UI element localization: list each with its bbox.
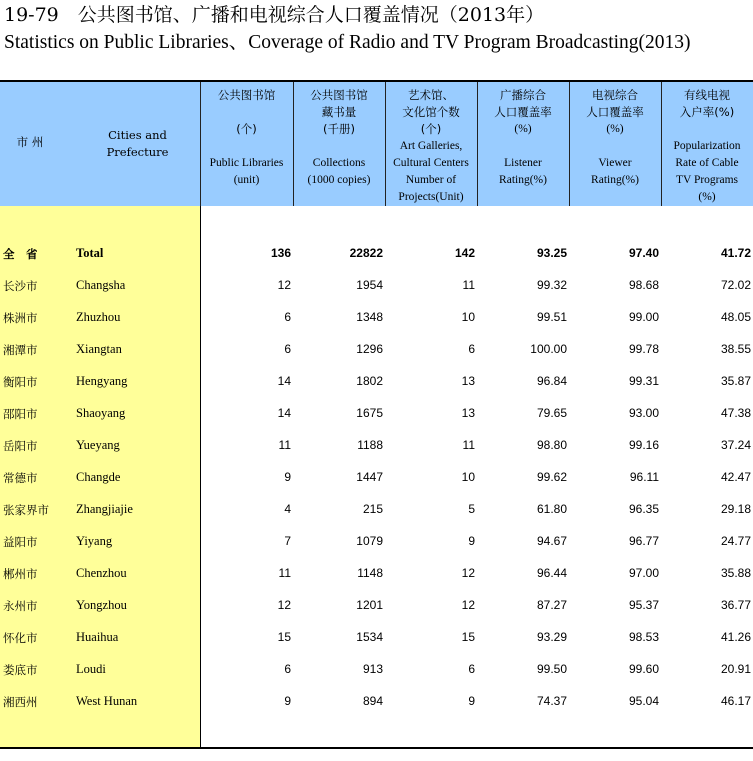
cell-value: 1447 [356, 470, 383, 484]
cell-value: 96.35 [628, 502, 659, 516]
page-title-english: Statistics on Public Libraries、Coverage of Radio and TV Program Broadcasting(2013) [4, 32, 691, 53]
header-col-line: Public Libraries [209, 157, 284, 169]
cell-value: 99.60 [628, 662, 659, 676]
city-name-cn: 郴州市 [3, 567, 38, 581]
cell-value: 38.55 [720, 342, 751, 356]
cell-value: 94.67 [536, 534, 567, 548]
header-col-line: (个) [420, 122, 442, 136]
header-col-line: (unit) [233, 174, 260, 186]
cell-value: 12 [461, 598, 475, 612]
header-col-line [569, 138, 661, 155]
header-col-line: 入户率(%) [679, 105, 735, 119]
cell-value: 99.00 [628, 310, 659, 324]
cell-value: 215 [362, 502, 383, 516]
city-name-cn: 娄底市 [3, 663, 38, 677]
header-col-line: Popularization [673, 140, 741, 152]
header-col-line: (%) [698, 191, 716, 203]
cell-value: 95.37 [628, 598, 659, 612]
header-col-line: Art Galleries, [399, 140, 463, 152]
cell-value: 36.77 [720, 598, 751, 612]
cell-value: 37.24 [720, 438, 751, 452]
header-col-line [293, 138, 385, 155]
header-col-line: Rate of Cable [675, 157, 739, 169]
table-row [0, 462, 753, 494]
cell-value: 13 [461, 406, 475, 420]
city-name-en: Total [76, 246, 104, 260]
cell-value: 72.02 [720, 278, 751, 292]
city-name-cn: 湘西州 [3, 695, 38, 709]
header-col-line: Rating(%) [499, 174, 547, 186]
header-col-line [200, 138, 293, 155]
cell-value: 4 [284, 502, 291, 516]
header-city-en-line-1: Cities and [108, 128, 167, 142]
header-col-line: Cultural Centers [393, 157, 469, 169]
header-col-5 [569, 82, 661, 211]
city-name-en: Shaoyang [76, 406, 126, 420]
cell-value: 6 [284, 662, 291, 676]
header-city-en-line-2: Prefecture [106, 145, 169, 159]
cell-value: 95.04 [628, 694, 659, 708]
header-col-line: 有线电视 [684, 88, 730, 102]
table-row [0, 558, 753, 590]
table-row [0, 686, 753, 718]
cell-value: 97.40 [628, 246, 659, 260]
header-city-cn: 市 州 [16, 135, 44, 149]
header-col-line: 电视综合 [592, 88, 638, 102]
cell-value: 1348 [356, 310, 383, 324]
cell-value: 74.37 [536, 694, 567, 708]
city-name-cn: 张家界市 [3, 503, 49, 517]
cell-value: 10 [461, 310, 475, 324]
cell-value: 11 [462, 278, 475, 292]
cell-value: 48.05 [720, 310, 751, 324]
cell-value: 6 [284, 342, 291, 356]
header-col-1 [200, 82, 293, 211]
city-name-cn: 常德市 [3, 471, 38, 485]
city-name-en: Zhangjiajie [76, 502, 133, 516]
cell-value: 99.16 [628, 438, 659, 452]
cell-value: 9 [284, 694, 291, 708]
cell-value: 1201 [356, 598, 383, 612]
city-name-cn: 益阳市 [3, 535, 38, 549]
cell-value: 5 [468, 502, 475, 516]
cell-value: 1675 [356, 406, 383, 420]
table-row-total [0, 238, 753, 270]
header-col-line: 藏书量 [321, 105, 357, 119]
header-col-line [477, 138, 569, 155]
header-col-line [200, 104, 293, 121]
table-row [0, 270, 753, 302]
cell-value: 9 [468, 694, 475, 708]
table-row [0, 622, 753, 654]
cell-value: 6 [468, 342, 475, 356]
header-col-6 [661, 82, 753, 211]
cell-value: 96.44 [536, 566, 567, 580]
city-name-en: Loudi [76, 662, 106, 676]
cell-value: 913 [362, 662, 383, 676]
cell-value: 1079 [356, 534, 383, 548]
header-col-line: (%) [514, 123, 532, 135]
cell-value: 99.31 [628, 374, 659, 388]
city-name-cn: 衡阳市 [3, 375, 38, 389]
cell-value: 15 [461, 630, 475, 644]
page-title-chinese: 19-79 公共图书馆、广播和电视综合人口覆盖情况（2013年） [4, 4, 545, 26]
cell-value: 11 [278, 438, 291, 452]
header-col-line: 人口覆盖率 [586, 105, 644, 119]
table-row [0, 494, 753, 526]
cell-value: 99.78 [628, 342, 659, 356]
city-name-en: Yueyang [76, 438, 120, 452]
cell-value: 1148 [357, 566, 383, 580]
table-row [0, 398, 753, 430]
cell-value: 22822 [349, 246, 383, 260]
cell-value: 99.50 [536, 662, 567, 676]
cell-value: 15 [277, 630, 291, 644]
city-name-en: Hengyang [76, 374, 128, 388]
cell-value: 42.47 [720, 470, 751, 484]
header-col-line: Collections [312, 157, 366, 169]
header-col-line: Viewer [598, 157, 632, 169]
cell-value: 6 [468, 662, 475, 676]
city-name-en: Xiangtan [76, 342, 122, 356]
cell-value: 29.18 [720, 502, 751, 516]
header-col-line: (%) [606, 123, 624, 135]
header-col-4 [477, 82, 569, 211]
header-col-line: 公共图书馆 [217, 88, 276, 102]
header-col-line: Projects(Unit) [398, 191, 464, 203]
cell-value: 1534 [356, 630, 383, 644]
cell-value: 96.84 [536, 374, 567, 388]
cell-value: 13 [461, 374, 475, 388]
header-col-line: (1000 copies) [307, 174, 371, 186]
header-col-line: Rating(%) [591, 174, 639, 186]
cell-value: 894 [362, 694, 383, 708]
city-name-en: Changde [76, 470, 121, 484]
city-name-cn: 湘潭市 [3, 343, 38, 357]
header-col-line: (个) [236, 122, 257, 136]
city-name-cn: 长沙市 [3, 279, 38, 293]
city-name-en: Yiyang [76, 534, 113, 548]
city-name-en: West Hunan [76, 694, 138, 708]
city-name-en: Huaihua [76, 630, 119, 644]
header-col-2 [293, 82, 385, 211]
table-row [0, 430, 753, 462]
cell-value: 1188 [357, 438, 383, 452]
cell-value: 98.53 [628, 630, 659, 644]
table-row [0, 366, 753, 398]
header-col-line: (千册) [323, 122, 355, 136]
cell-value: 12 [277, 598, 291, 612]
city-name-cn: 怀化市 [3, 631, 38, 645]
table-row [0, 334, 753, 366]
cell-value: 46.17 [720, 694, 751, 708]
cell-value: 93.25 [536, 246, 567, 260]
table-row [0, 302, 753, 334]
cell-value: 9 [468, 534, 475, 548]
header-col-3 [385, 82, 477, 211]
header-col-line [661, 121, 753, 138]
cell-value: 1802 [356, 374, 383, 388]
header-col-line: TV Programs [675, 174, 739, 186]
cell-value: 136 [270, 246, 291, 260]
cell-value: 97.00 [628, 566, 659, 580]
header-col-line: 人口覆盖率 [494, 105, 552, 119]
cell-value: 12 [461, 566, 475, 580]
cell-value: 142 [454, 246, 475, 260]
city-name-en: Changsha [76, 278, 126, 292]
cell-value: 12 [277, 278, 291, 292]
cell-value: 7 [284, 534, 291, 548]
city-name-cn: 岳阳市 [3, 439, 38, 453]
header-col-line: 广播综合 [500, 88, 546, 102]
cell-value: 93.29 [536, 630, 567, 644]
header-col-line: Listener [504, 157, 542, 169]
city-name-cn: 全 省 [3, 247, 38, 261]
cell-value: 100.00 [530, 342, 567, 356]
cell-value: 9 [284, 470, 291, 484]
cell-value: 96.11 [629, 470, 659, 484]
cell-value: 10 [461, 470, 475, 484]
cell-value: 98.80 [536, 438, 567, 452]
bottom-rule [0, 747, 753, 749]
cell-value: 87.27 [536, 598, 567, 612]
cell-value: 41.72 [720, 246, 751, 260]
header-city-cn-cell [0, 82, 60, 206]
cell-value: 11 [278, 566, 291, 580]
cell-value: 99.62 [536, 470, 567, 484]
cell-value: 14 [277, 406, 291, 420]
header-city-en-cell [90, 82, 185, 206]
city-name-cn: 邵阳市 [3, 407, 38, 421]
header-col-line: 艺术馆、 [408, 88, 454, 102]
cell-value: 35.87 [720, 374, 751, 388]
cell-value: 61.80 [536, 502, 567, 516]
cell-value: 1296 [356, 342, 383, 356]
cell-value: 98.68 [628, 278, 659, 292]
city-name-cn: 株洲市 [3, 311, 38, 325]
cell-value: 6 [284, 310, 291, 324]
cell-value: 99.32 [536, 278, 567, 292]
header-col-line: 公共图书馆 [310, 88, 368, 102]
cell-value: 41.26 [720, 630, 751, 644]
city-name-en: Yongzhou [76, 598, 127, 612]
table-row [0, 654, 753, 686]
header-col-line: 文化馆个数 [402, 105, 460, 119]
cell-value: 79.65 [536, 406, 567, 420]
city-name-en: Chenzhou [76, 566, 127, 580]
cell-value: 11 [462, 438, 475, 452]
table-row [0, 590, 753, 622]
cell-value: 1954 [356, 278, 383, 292]
city-name-cn: 永州市 [3, 599, 38, 613]
cell-value: 99.51 [536, 310, 567, 324]
table-row [0, 526, 753, 558]
cell-value: 96.77 [628, 534, 659, 548]
header-col-line: Number of [405, 174, 457, 186]
cell-value: 47.38 [720, 406, 751, 420]
cell-value: 93.00 [628, 406, 659, 420]
cell-value: 24.77 [720, 534, 751, 548]
cell-value: 14 [277, 374, 291, 388]
city-name-en: Zhuzhou [76, 310, 121, 324]
cell-value: 35.88 [720, 566, 751, 580]
cell-value: 20.91 [720, 662, 751, 676]
